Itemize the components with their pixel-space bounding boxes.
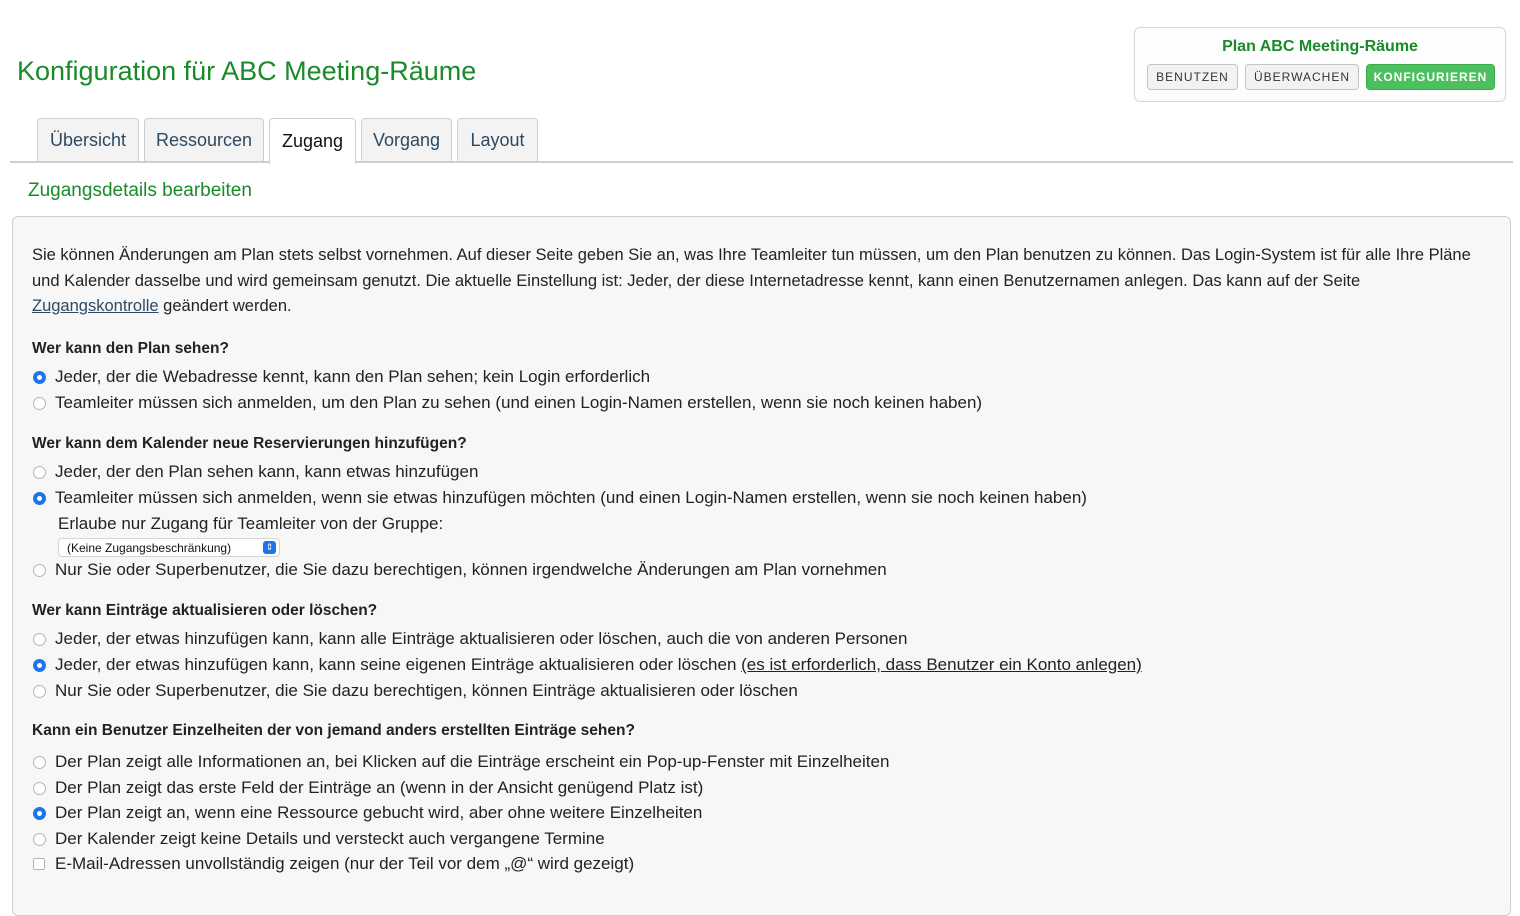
radio-icon[interactable]	[33, 397, 46, 410]
details-option-first-field[interactable]: Der Plan zeigt das erste Feld der Einträge an (wenn in der Ansicht genügend Platz ist)	[33, 778, 703, 798]
radio-icon[interactable]	[33, 782, 46, 795]
select-arrows-icon: ⇕	[263, 541, 276, 554]
question-view: Wer kann den Plan sehen?	[32, 340, 229, 357]
tab-overview[interactable]: Übersicht	[37, 118, 139, 162]
radio-selected-icon[interactable]	[33, 492, 46, 505]
add-option-login[interactable]: Teamleiter müssen sich anmelden, wenn sie etwas hinzufügen möchten (und einen Login-Namen erstellen, wenn sie noch keinen haben)	[33, 488, 1087, 508]
edit-option-own[interactable]: Jeder, der etwas hinzufügen kann, kann seine eigenen Einträge aktualisieren oder löschen (es ist erforderlich, dass Benutzer ein Konto anlegen)	[33, 655, 1142, 675]
view-option-login[interactable]: Teamleiter müssen sich anmelden, um den Plan zu sehen (und einen Login-Namen erstellen, wenn sie noch keinen haben)	[33, 393, 982, 413]
question-details: Kann ein Benutzer Einzelheiten der von jemand anders erstellten Einträge sehen?	[32, 722, 635, 739]
question-add: Wer kann dem Kalender neue Reservierungen hinzufügen?	[32, 435, 467, 452]
configure-button[interactable]: KONFIGURIEREN	[1366, 64, 1495, 90]
tab-layout[interactable]: Layout	[457, 118, 538, 162]
section-title: Zugangsdetails bearbeiten	[28, 180, 252, 201]
group-select[interactable]: (Keine Zugangsbeschränkung) ⇕	[58, 538, 280, 557]
group-restriction-label: Erlaube nur Zugang für Teamleiter von der Gruppe:	[58, 514, 444, 533]
radio-icon[interactable]	[33, 466, 46, 479]
radio-icon[interactable]	[33, 756, 46, 769]
radio-icon[interactable]	[33, 633, 46, 646]
checkbox-icon[interactable]	[33, 858, 45, 870]
radio-selected-icon[interactable]	[33, 807, 46, 820]
view-option-public[interactable]: Jeder, der die Webadresse kennt, kann den Plan sehen; kein Login erforderlich	[33, 367, 650, 387]
radio-icon[interactable]	[33, 685, 46, 698]
page-title: Konfiguration für ABC Meeting-Räume	[17, 56, 477, 86]
details-option-booked-only[interactable]: Der Plan zeigt an, wenn eine Ressource gebucht wird, aber ohne weitere Einzelheiten	[33, 803, 702, 823]
details-option-popup[interactable]: Der Plan zeigt alle Informationen an, bei Klicken auf die Einträge erscheint ein Pop-up-Fenster mit Einzelheiten	[33, 752, 889, 772]
edit-option-all[interactable]: Jeder, der etwas hinzufügen kann, kann alle Einträge aktualisieren oder löschen, auch die von anderen Personen	[33, 629, 907, 649]
radio-icon[interactable]	[33, 833, 46, 846]
details-option-hide-all[interactable]: Der Kalender zeigt keine Details und versteckt auch vergangene Termine	[33, 829, 605, 849]
question-edit: Wer kann Einträge aktualisieren oder löschen?	[32, 602, 378, 619]
edit-option-superuser[interactable]: Nur Sie oder Superbenutzer, die Sie dazu berechtigen, können Einträge aktualisieren oder löschen	[33, 681, 798, 701]
plan-name: Plan ABC Meeting-Räume	[1222, 38, 1418, 55]
radio-selected-icon[interactable]	[33, 659, 46, 672]
intro-text: Sie können Änderungen am Plan stets selbst vornehmen. Auf dieser Seite geben Sie an, was Ihre Teamleiter tun müssen, um den Plan benutzen zu können. Das Login-System ist für alle Ihre Pläne und Kalender dasselbe und wird gemeinsam genutzt. Die aktuelle Einstellung ist: Jeder, der diese Internetadresse kennt, kann einen Benutzernamen anlegen. Das kann auf der Seite Zugangskontrolle geändert werden.	[32, 246, 1471, 315]
tabs-divider	[10, 161, 1513, 163]
add-option-anyone[interactable]: Jeder, der den Plan sehen kann, kann etwas hinzufügen	[33, 462, 478, 482]
tab-process[interactable]: Vorgang	[361, 118, 452, 162]
account-required-link[interactable]: (es ist erforderlich, dass Benutzer ein Konto anlegen)	[741, 655, 1142, 674]
tab-access[interactable]: Zugang	[269, 118, 356, 164]
radio-selected-icon[interactable]	[33, 371, 46, 384]
add-option-superuser[interactable]: Nur Sie oder Superbenutzer, die Sie dazu berechtigen, können irgendwelche Änderungen am Plan vornehmen	[33, 560, 887, 580]
access-control-link[interactable]: Zugangskontrolle	[32, 297, 159, 315]
plan-switcher	[1134, 27, 1506, 102]
radio-icon[interactable]	[33, 564, 46, 577]
tab-resources[interactable]: Ressourcen	[144, 118, 264, 162]
monitor-button[interactable]: ÜBERWACHEN	[1245, 64, 1359, 90]
obfuscate-email-checkbox[interactable]: E-Mail-Adressen unvollständig zeigen (nur der Teil vor dem „@“ wird gezeigt)	[33, 854, 634, 874]
use-button[interactable]: BENUTZEN	[1147, 64, 1238, 90]
